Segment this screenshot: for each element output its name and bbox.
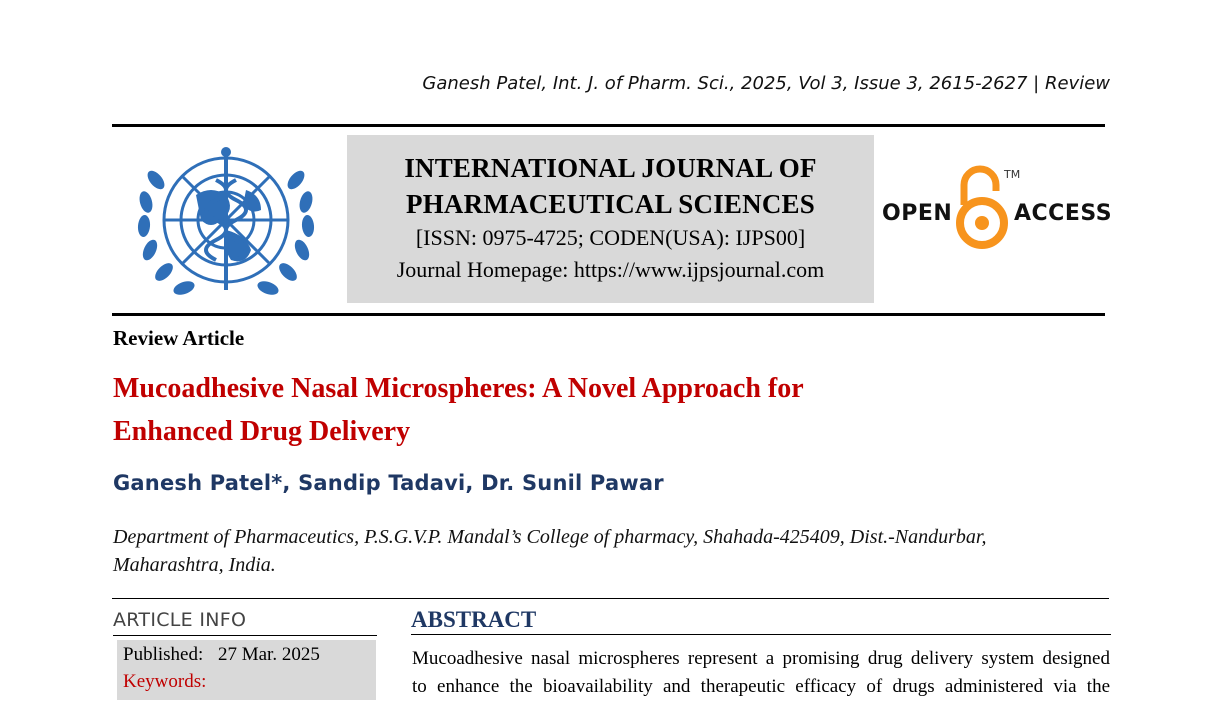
journal-homepage[interactable]: Journal Homepage: https://www.ijpsjournal.com [396,257,825,282]
trademark-mark: TM [1004,168,1021,181]
top-rule [112,124,1105,127]
journal-header-box [347,135,874,303]
article-type: Review Article [113,326,245,350]
open-access-logo [880,165,1113,255]
header-bottom-rule [112,313,1105,316]
journal-issn: [ISSN: 0975-4725; CODEN(USA): IJPS00] [415,225,806,250]
article-info-heading: ARTICLE INFO [113,609,377,636]
open-access-left-text: OPEN [882,201,953,226]
abstract-text: Mucoadhesive nasal microspheres represent a promising drug delivery system designed to enhance the bioavailability and therapeutic efficacy of drugs administered via the [412,648,1110,697]
article-affiliation: Department of Pharmaceutics, P.S.G.V.P. Mandal’s College of pharmacy, Shahada-425409, Dist.-Nandurbar, Maharashtra, India. [113,526,987,576]
journal-emblem-icon [126,140,326,305]
open-lock-icon [952,165,1012,251]
article-info-box [117,640,376,700]
article-title: Mucoadhesive Nasal Microspheres: A Novel Approach for Enhanced Drug Delivery [113,373,804,447]
keywords-label: Keywords: [123,671,207,692]
journal-name: INTERNATIONAL JOURNAL OF PHARMACEUTICAL SCIENCES [404,153,817,219]
published-date: 27 Mar. 2025 [217,644,320,665]
open-access-right-text: ACCESS [1014,201,1113,226]
abstract-heading: ABSTRACT [411,607,1111,635]
published-label: Published: [123,644,204,665]
published-row [123,641,370,668]
article-authors: Ganesh Patel*, Sandip Tadavi, Dr. Sunil Pawar [113,471,664,495]
citation-header: Ganesh Patel, Int. J. of Pharm. Sci., 2025, Vol 3, Issue 3, 2615-2627 | Review [422,73,1110,94]
section-divider [112,598,1109,599]
